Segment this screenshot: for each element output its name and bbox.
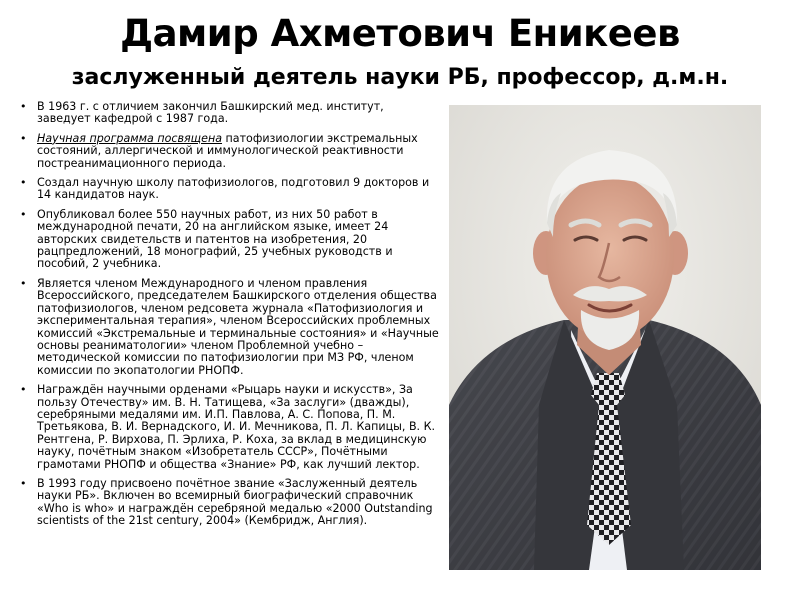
bullet-marker: • <box>20 276 27 290</box>
bullet-text: В 1993 году присвоено почётное звание «Заслуженный деятель науки РБ». Включен во всемирный биографический справочник «Who is who» и награждён серебряной медалью «2000 Outstanding scientists of the 21st century, 2004» (Кембридж, Англия). <box>37 476 433 528</box>
bullet-text: Создал научную школу патофизиологов, подготовил 9 докторов и 14 кандидатов наук. <box>37 176 430 202</box>
bullet-scientific-school <box>20 177 440 202</box>
portrait-illustration <box>449 105 761 570</box>
bullet-awards <box>20 384 440 471</box>
bullet-marker: • <box>20 100 27 113</box>
bullet-education <box>20 101 440 126</box>
bullet-text: Награждён научными орденами «Рыцарь науки и искусств», За пользу Отечеству» им. В. Н. Татищева, «За заслуги» (дважды), серебряными медалями им. И.П. Павлова, А. С. Попова, П. М. Третьякова, В. И. Вернадского, И. И. Мечникова, П. Л. Капицы, В. К. Рентгена, Р. Вирхова, П. Эрлиха, Р. Коха, за вклад в медицинскую науку, почётным знаком «Изобретатель СССР», Почётными грамотами РНОПФ и общества «Знание» РФ, как лучший лектор. <box>37 383 436 471</box>
bullet-marker: • <box>20 476 27 490</box>
bullet-lead-text: Научная программа посвящена <box>37 131 223 145</box>
bullet-marker: • <box>20 383 27 397</box>
slide-subtitle: заслуженный деятель науки РБ, профессор, д.м.н. <box>71 65 729 90</box>
bullet-text: Является членом Международного и членом правления Всероссийского, председателем Башкирского отделения общества патофизиологов, членом редсовета журнала «Патофизиология и экспериментальная терапия», членом Всероссийских проблемных комиссий «Экстремальные и терминальные состояния» и «Научные основы реаниматологии» членом Проблемной учебно – методической комиссии по патофизиологии при МЗ РФ, членом комиссии по экопатологии РНОПФ. <box>37 276 439 377</box>
bullet-memberships <box>20 278 440 377</box>
bullet-publications <box>20 209 440 271</box>
bullet-marker: • <box>20 131 27 145</box>
bullet-marker: • <box>20 176 27 190</box>
bullet-text: Опубликовал более 550 научных работ, из них 50 работ в международной печати, 20 на английском языке, имеет 24 авторских свидетельств и патентов на изобретения, 20 рацпредложений, 18 монографий, 25 учебных руководств и пособий, 2 учебника. <box>37 207 393 271</box>
portrait-photo <box>449 105 761 570</box>
slide-title: Дамир Ахметович Еникеев <box>120 12 680 55</box>
bullet-marker: • <box>20 207 27 221</box>
bullet-text: В 1963 г. с отличием закончил Башкирский мед. институт, заведует кафедрой с 1987 года. <box>37 100 384 126</box>
bullet-honorary-title <box>20 478 440 528</box>
bullet-research-program <box>20 133 440 170</box>
biography-bullet-list <box>20 101 440 535</box>
bullet-text: патофизиологии экстремальных состояний, аллергической и иммунологической реактивности постреанимационного периода. <box>37 131 418 170</box>
